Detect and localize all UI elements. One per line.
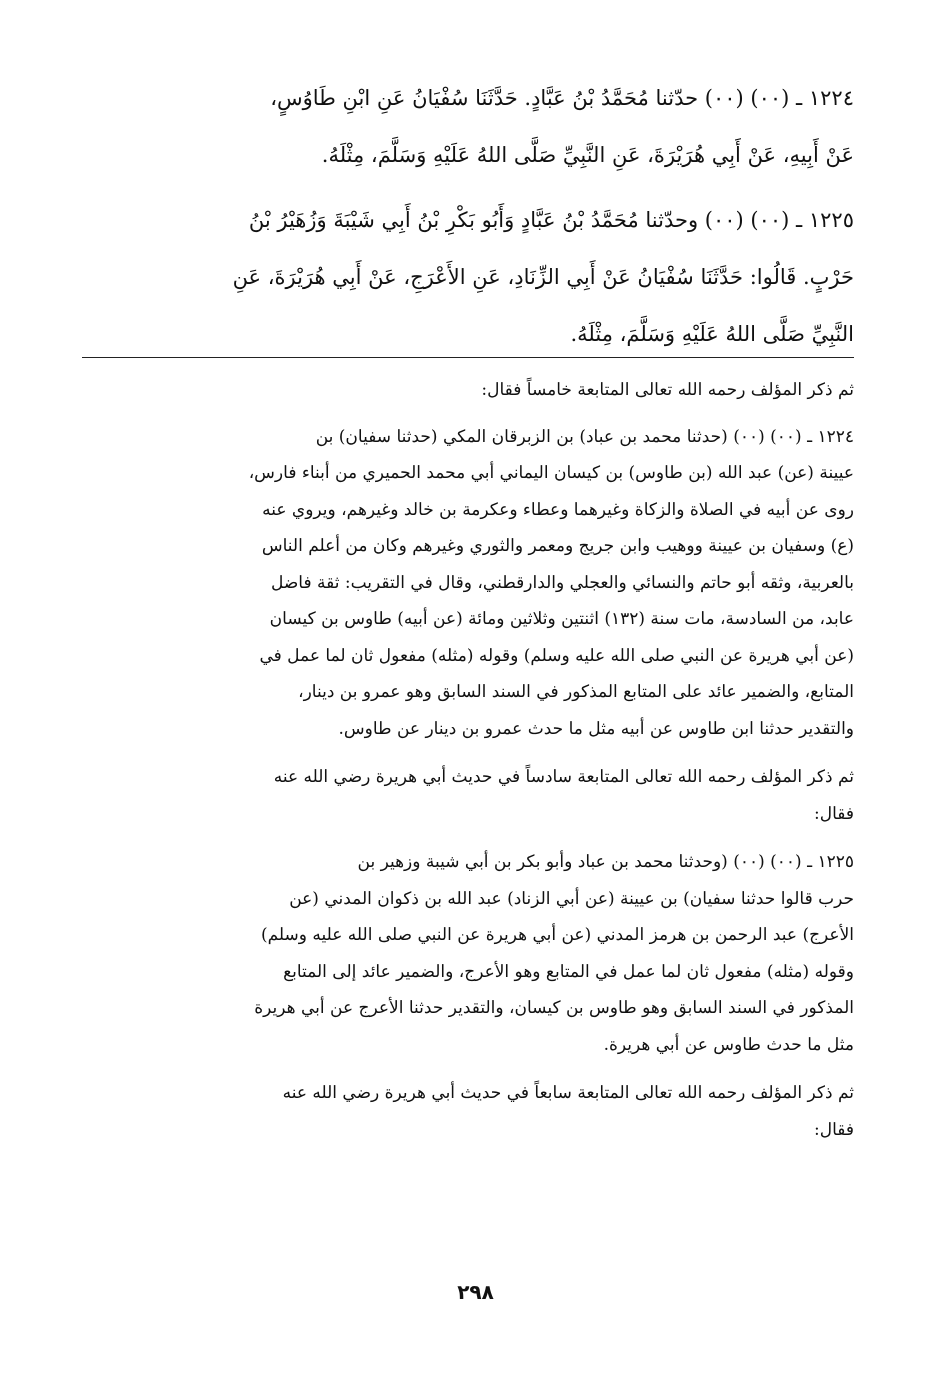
commentary-line: مثل ما حدث طاوس عن أبي هريرة. bbox=[603, 1034, 854, 1055]
commentary-line: عيينة (عن) عبد الله (بن طاوس) بن كيسان اليماني أبي محمد الحميري من أبناء فارس، bbox=[248, 463, 854, 483]
intro-paragraph-1 bbox=[82, 372, 854, 409]
commentary-line: ثم ذكر المؤلف رحمه الله تعالى المتابعة سابعاً في حديث أبي هريرة رضي الله عنه bbox=[282, 1083, 854, 1103]
commentary-line: (ع) وسفيان بن عيينة ووهيب وابن جريج ومعمر والثوري وغيرهم وكان من أعلم الناس bbox=[261, 536, 854, 556]
commentary bbox=[82, 372, 854, 1148]
commentary-paragraph-1225 bbox=[82, 844, 854, 1063]
commentary-line: ثم ذكر المؤلف رحمه الله تعالى المتابعة سادساً في حديث أبي هريرة رضي الله عنه bbox=[273, 767, 854, 787]
commentary-line: فقال: bbox=[814, 803, 854, 824]
footnote-divider bbox=[82, 357, 854, 358]
commentary-line: ثم ذكر المؤلف رحمه الله تعالى المتابعة خامساً فقال: bbox=[481, 380, 854, 400]
page-number: ٢٩٨ bbox=[457, 1280, 494, 1304]
intro-paragraph-2 bbox=[82, 759, 854, 832]
intro-paragraph-3 bbox=[82, 1075, 854, 1148]
commentary-line: الأعرج) عبد الرحمن بن هرمز المدني (عن أبي هريرة عن النبي صلى الله عليه وسلم) bbox=[260, 925, 854, 945]
commentary-line: المذكور في السند السابق وهو طاوس بن كيسان، والتقدير حدثنا الأعرج عن أبي هريرة bbox=[254, 998, 854, 1018]
commentary-line: وقوله (مثله) مفعول ثان لما عمل في المتابع وهو الأعرج، والضمير عائد إلى المتابع bbox=[283, 961, 854, 982]
commentary-line: المتابع، والضمير عائد على المتابع المذكور في السند السابق وهو عمرو بن دينار، bbox=[298, 682, 854, 702]
commentary-paragraph-1224 bbox=[82, 419, 854, 748]
commentary-line: والتقدير حدثنا ابن طاوس عن أبيه مثل ما حدث عمرو بن دينار عن طاوس. bbox=[338, 718, 854, 739]
commentary-line: ١٢٢٥ ـ (٠٠) (٠٠) (وحدثنا محمد بن عباد وأبو بكر بن أبي شيبة وزهير بن bbox=[357, 852, 854, 872]
commentary-line: روى عن أبيه في الصلاة والزكاة وغيرهما وعطاء وعكرمة بن خالد وغيرهم، ويروي عنه bbox=[262, 499, 854, 520]
commentary-line: ١٢٢٤ ـ (٠٠) (٠٠) (حدثنا محمد بن عباد) بن الزبرقان المكي (حدثنا سفيان) بن bbox=[315, 426, 854, 447]
commentary-line: بالعربية، وثقه أبو حاتم والنسائي والعجلي والدارقطني، وقال في التقريب: ثقة فاضل bbox=[271, 572, 854, 593]
hadith-1224 bbox=[82, 70, 854, 184]
hadith-line: ١٢٢٥ ـ (٠٠) (٠٠) وحدّثنا مُحَمَّدُ بْنُ عَبَّادٍ وَأَبُو بَكْرِ بْنُ أَبِي شَيْبَةَ وَزُهَيْرُ بْنُ bbox=[248, 208, 854, 232]
hadith-line: النَّبِيِّ صَلَّى اللهُ عَلَيْهِ وَسَلَّمَ، مِثْلَهُ. bbox=[570, 322, 854, 346]
hadith-line: ١٢٢٤ ـ (٠٠) (٠٠) حدّثنا مُحَمَّدُ بْنُ عَبَّادٍ. حَدَّثَنَا سُفْيَانُ عَنِ ابْنِ طَاوُسٍ، bbox=[270, 86, 854, 110]
commentary-line: (عن أبي هريرة عن النبي صلى الله عليه وسلم) وقوله (مثله) مفعول ثان لما عمل في bbox=[259, 645, 854, 666]
commentary-line: عابد، من السادسة، مات سنة (١٣٢) اثنتين وثلاثين ومائة (عن أبيه) طاوس بن كيسان bbox=[269, 609, 854, 629]
commentary-line: حرب قالوا حدثنا سفيان) بن عيينة (عن أبي الزناد) عبد الله بن ذكوان المدني (عن bbox=[289, 888, 854, 909]
hadith-line: عَنْ أَبِيهِ، عَنْ أَبِي هُرَيْرَةَ، عَنِ النَّبِيِّ صَلَّى اللهُ عَلَيْهِ وَسَلَّمَ، مِثْلَهُ. bbox=[321, 143, 854, 167]
hadith-1225 bbox=[82, 192, 854, 363]
commentary-line: فقال: bbox=[814, 1119, 854, 1140]
hadith-line: حَرْبٍ. قَالُوا: حَدَّثَنَا سُفْيَانُ عَنْ أَبِي الزِّنَادِ، عَنِ الأَعْرَجِ، عَنْ أَبِي هُرَيْرَةَ، عَنِ bbox=[232, 265, 854, 289]
